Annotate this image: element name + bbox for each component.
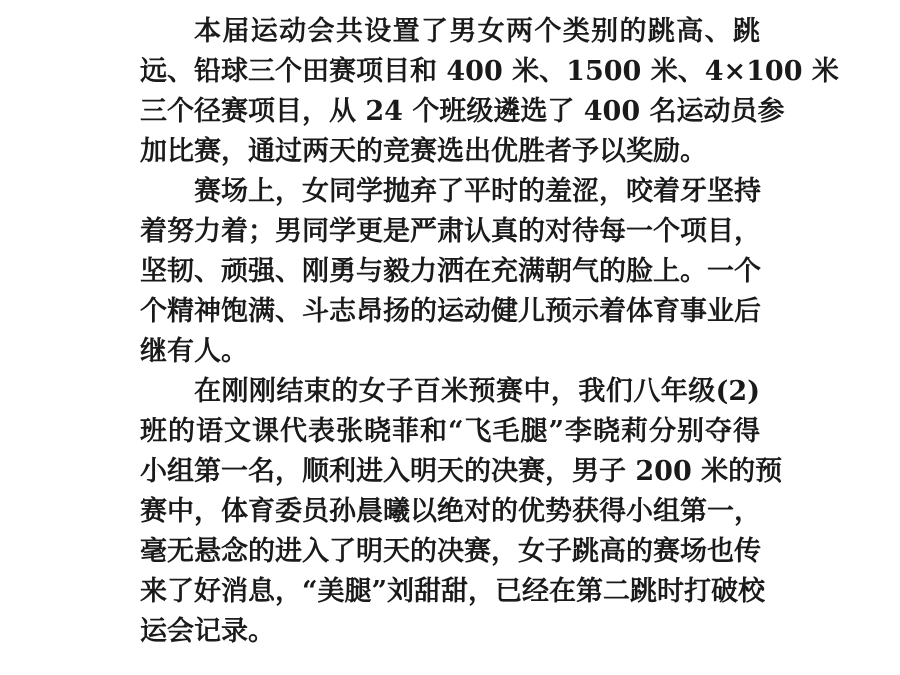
text-line: 运会记录。 (140, 616, 275, 647)
paragraph-3 (140, 372, 783, 652)
text-line: 赛场上，女同学抛弃了平时的羞涩，咬着牙坚持 (194, 176, 761, 207)
text-line: 着努力着；男同学更是严肃认真的对待每一个项目， (140, 216, 761, 247)
text-line: 小组第一名，顺利进入明天的决赛，男子 200 米的预 (140, 456, 783, 487)
paragraph-1 (140, 12, 839, 172)
text-line: 个精神饱满、斗志昂扬的运动健儿预示着体育事业后 (140, 296, 761, 327)
paragraph-2 (140, 172, 760, 372)
text-line: 坚韧、顽强、刚勇与毅力洒在充满朝气的脸上。一个 (140, 256, 761, 287)
text-line: 三个径赛项目，从 24 个班级遴选了 400 名运动员参 (140, 96, 785, 127)
document-body (140, 12, 839, 652)
text-line: 赛中，体育委员孙晨曦以绝对的优势获得小组第一， (140, 496, 761, 527)
text-line: 远、铅球三个田赛项目和 400 米、1500 米、4×100 米 (140, 56, 839, 87)
text-line: 加比赛，通过两天的竞赛选出优胜者予以奖励。 (140, 136, 707, 167)
text-line: 在刚刚结束的女子百米预赛中，我们八年级(2) (194, 376, 760, 407)
text-line: 毫无悬念的进入了明天的决赛，女子跳高的赛场也传 (140, 536, 761, 567)
text-line: 继有人。 (140, 336, 248, 367)
text-line: 来了好消息，“美腿”刘甜甜，已经在第二跳时打破校 (140, 576, 766, 607)
text-line: 本届运动会共设置了男女两个类别的跳高、跳 (194, 16, 760, 47)
text-line: 班的语文课代表张晓菲和“飞毛腿”李晓莉分别夺得 (140, 416, 760, 447)
